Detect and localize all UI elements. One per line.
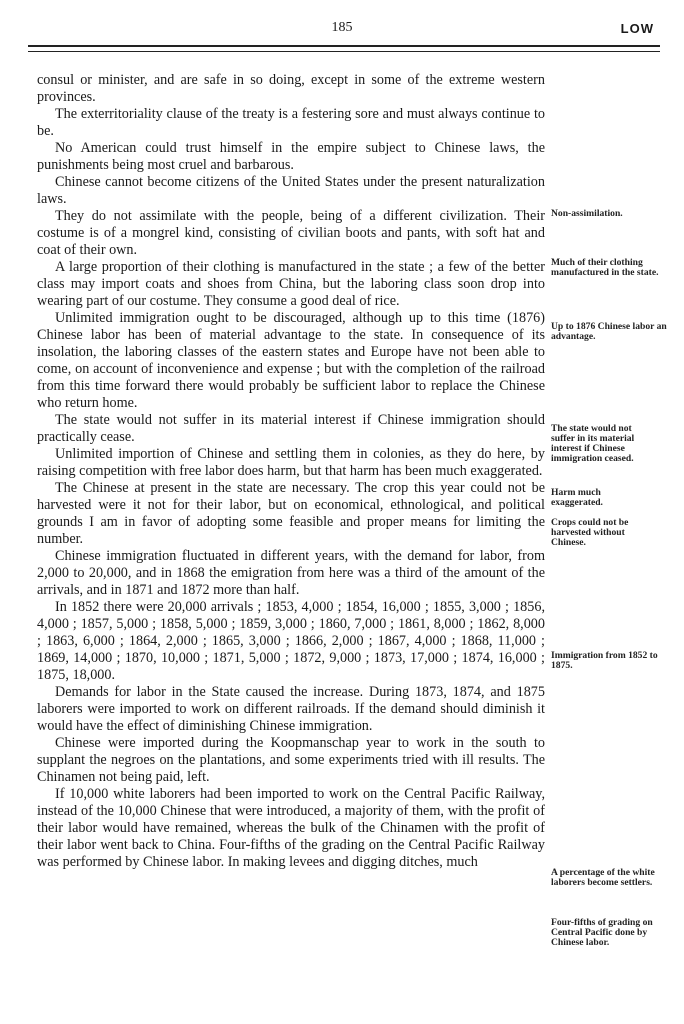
main-text [37, 72, 545, 871]
page-number: 185 [331, 20, 353, 35]
running-head: LOW [620, 21, 654, 36]
paragraph-competition: Unlimited importion of Chinese and settling them in colonies, as they do here, by raising competition with free labor does harm, but that harm has been much exaggerated. [37, 446, 545, 479]
paragraph-necessary: The Chinese at present in the state are necessary. The crop this year could not be harvested were it not for their labor, but on economical, ethnological, and political grounds I am in favor of adopting some feasible and proper means for limiting the number. [37, 480, 545, 547]
margin-note-immigration-figures: Immigration from 1852 to 1875. [551, 650, 658, 671]
margin-note-grading: Four-fifths of grading on Central Pacific done by Chinese labor. [551, 917, 653, 948]
paragraph-chinese-laws: No American could trust himself in the empire subject to Chinese laws, the punishments being most cruel and barbarous. [37, 140, 545, 173]
margin-note-non-assimilation: Non-assimilation. [551, 208, 623, 219]
paragraph-unlimited-immigration: Unlimited immigration ought to be discouraged, although up to this time (1876) Chinese labor has been of material advantage to the state. In consequence of its insolation, the laboring classes of the eastern states and Europe have not been able to come, on account of inconvenience and expense ; but with the completion of the railroad from this time forward there would probably be sufficient labor to replace the Chinese who return home. [37, 310, 545, 411]
paragraph-clothing: A large proportion of their clothing is manufactured in the state ; a few of the better class may import coats and shoes from China, but the laboring class soon drop into wearing part of our costume. They consume a good deal of rice. [37, 259, 545, 309]
paragraph-fluctuation: Chinese immigration fluctuated in different years, with the demand for labor, from 2,000 to 20,000, and in 1868 the emigration from here was a third of the amount of the arrivals, and in 1871 and 1872 more than half. [37, 548, 545, 598]
margin-note-clothing: Much of their clothing manufactured in the state. [551, 257, 659, 278]
paragraph-exterritoriality: The exterritoriality clause of the treaty is a festering sore and must always continue to be. [37, 106, 545, 139]
paragraph-demand: Demands for labor in the State caused the increase. During 1873, 1874, and 1875 laborers were imported to work on different railroads. If the demand should diminish it would have the effect of diminishing Chinese immigration. [37, 684, 545, 734]
margin-note-labor-advantage: Up to 1876 Chinese labor an advantage. [551, 321, 667, 342]
paragraph-continued: consul or minister, and are safe in so doing, except in some of the extreme western provinces. [37, 72, 545, 105]
header-rule-thick [28, 45, 660, 47]
paragraph-citizenship: Chinese cannot become citizens of the United States under the present naturalization laws. [37, 174, 545, 207]
paragraph-arrival-figures: In 1852 there were 20,000 arrivals ; 1853, 4,000 ; 1854, 16,000 ; 1855, 3,000 ; 1856, 4,000 ; 1857, 5,000 ; 1858, 5,000 ; 1859, 3,000 ; 1860, 7,000 ; 1861, 8,000 ; 1862, 8,000 ; 1863, 6,000 ; 1864, 2,000 ; 1865, 3,000 ; 1866, 2,000 ; 1867, 4,000 ; 1868, 11,000 ; 1869, 14,000 ; 1870, 10,000 ; 1871, 5,000 ; 1872, 9,000 ; 1873, 17,000 ; 1874, 16,000 ; 1875, 18,000. [37, 599, 545, 683]
margin-note-material-interest: The state would not suffer in its material interest if Chinese immigration ceased. [551, 423, 635, 464]
paragraph-material-interest: The state would not suffer in its material interest if Chinese immigration should practically cease. [37, 412, 545, 445]
margin-note-crops: Crops could not be harvested without Chinese. [551, 517, 629, 548]
paragraph-central-pacific: If 10,000 white laborers had been imported to work on the Central Pacific Railway, instead of the 10,000 Chinese that were introduced, a majority of them, with the profit of their labor would have remained, whereas the bulk of the Chinamen with the profit of their labor went back to China. Four-fifths of the grading on the Central Pacific Railway was performed by Chinese labor. In making levees and digging ditches, much [37, 786, 545, 870]
header-rule-thin [28, 51, 660, 52]
paragraph-assimilation: They do not assimilate with the people, being of a different civilization. Their costume is of a mongrel kind, consisting of civilian boots and pants, with soft hat and coat of their own. [37, 208, 545, 258]
margin-note-settlers: A percentage of the white laborers become settlers. [551, 867, 655, 888]
paragraph-koopmanschap: Chinese were imported during the Koopmanschap year to work in the south to supplant the negroes on the plantations, and some experiments tried with ill results. The Chinamen not being paid, left. [37, 735, 545, 785]
margin-note-harm: Harm much exaggerated. [551, 487, 603, 508]
